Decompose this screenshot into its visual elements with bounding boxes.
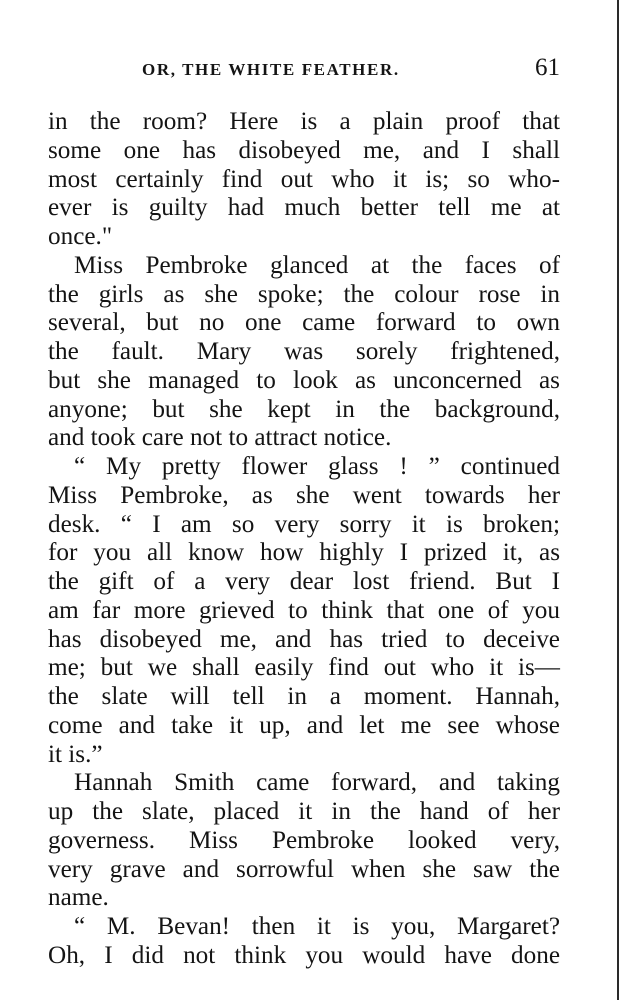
text-line: very grave and sorrowful when she saw the <box>48 855 560 883</box>
text-line: Oh, I did not think you would have done <box>48 941 560 969</box>
text-line: name. <box>48 884 109 912</box>
text-line: Hannah Smith came forward, and taking <box>74 769 560 797</box>
text-line: has disobeyed me, and has tried to deceive <box>48 625 560 653</box>
text-line: some one has disobeyed me, and I shall <box>48 136 560 164</box>
text-line: the slate will tell in a moment. Hannah, <box>48 683 560 710</box>
body-text <box>48 108 560 971</box>
text-line: once." <box>48 223 113 250</box>
text-line: anyone; but she kept in the background, <box>48 395 560 423</box>
text-line: it is.” <box>48 740 103 768</box>
text-line: the fault. Mary was sorely frightened, <box>48 338 560 365</box>
page-edge-line <box>617 0 619 1000</box>
text-line: most certainly find out who it is; so who- <box>48 165 560 193</box>
running-title: OR, THE WHITE FEATHER. <box>142 60 400 79</box>
text-line: come and take it up, and let me see whose <box>48 711 560 739</box>
text-line: Miss Pembroke, as she went towards her <box>48 481 560 509</box>
text-line: several, but no one came forward to own <box>48 309 560 337</box>
text-line: the gift of a very dear lost friend. But I <box>48 568 560 595</box>
page-number: 61 <box>535 54 560 81</box>
text-line: me; but we shall easily find out who it is— <box>48 654 560 682</box>
text-line: governess. Miss Pembroke looked very, <box>48 826 560 854</box>
text-line: “ M. Bevan! then it is you, Margaret? <box>74 913 560 940</box>
text-line: am far more grieved to think that one of you <box>48 596 560 624</box>
text-line: in the room? Here is a plain proof that <box>48 108 560 135</box>
text-line: “ My pretty flower glass ! ” continued <box>74 453 560 480</box>
text-line: up the slate, placed it in the hand of her <box>48 798 560 825</box>
text-line: ever is guilty had much better tell me at <box>48 194 560 222</box>
text-line: desk. “ I am so very sorry it is broken; <box>48 510 560 538</box>
text-line: and took care not to attract notice. <box>48 424 392 452</box>
text-line: for you all know how highly I prized it, as <box>48 539 560 567</box>
running-head <box>48 56 560 86</box>
text-line: Miss Pembroke glanced at the faces of <box>74 251 560 279</box>
text-line: the girls as she spoke; the colour rose in <box>48 280 560 308</box>
text-line: but she managed to look as unconcerned as <box>48 366 560 394</box>
